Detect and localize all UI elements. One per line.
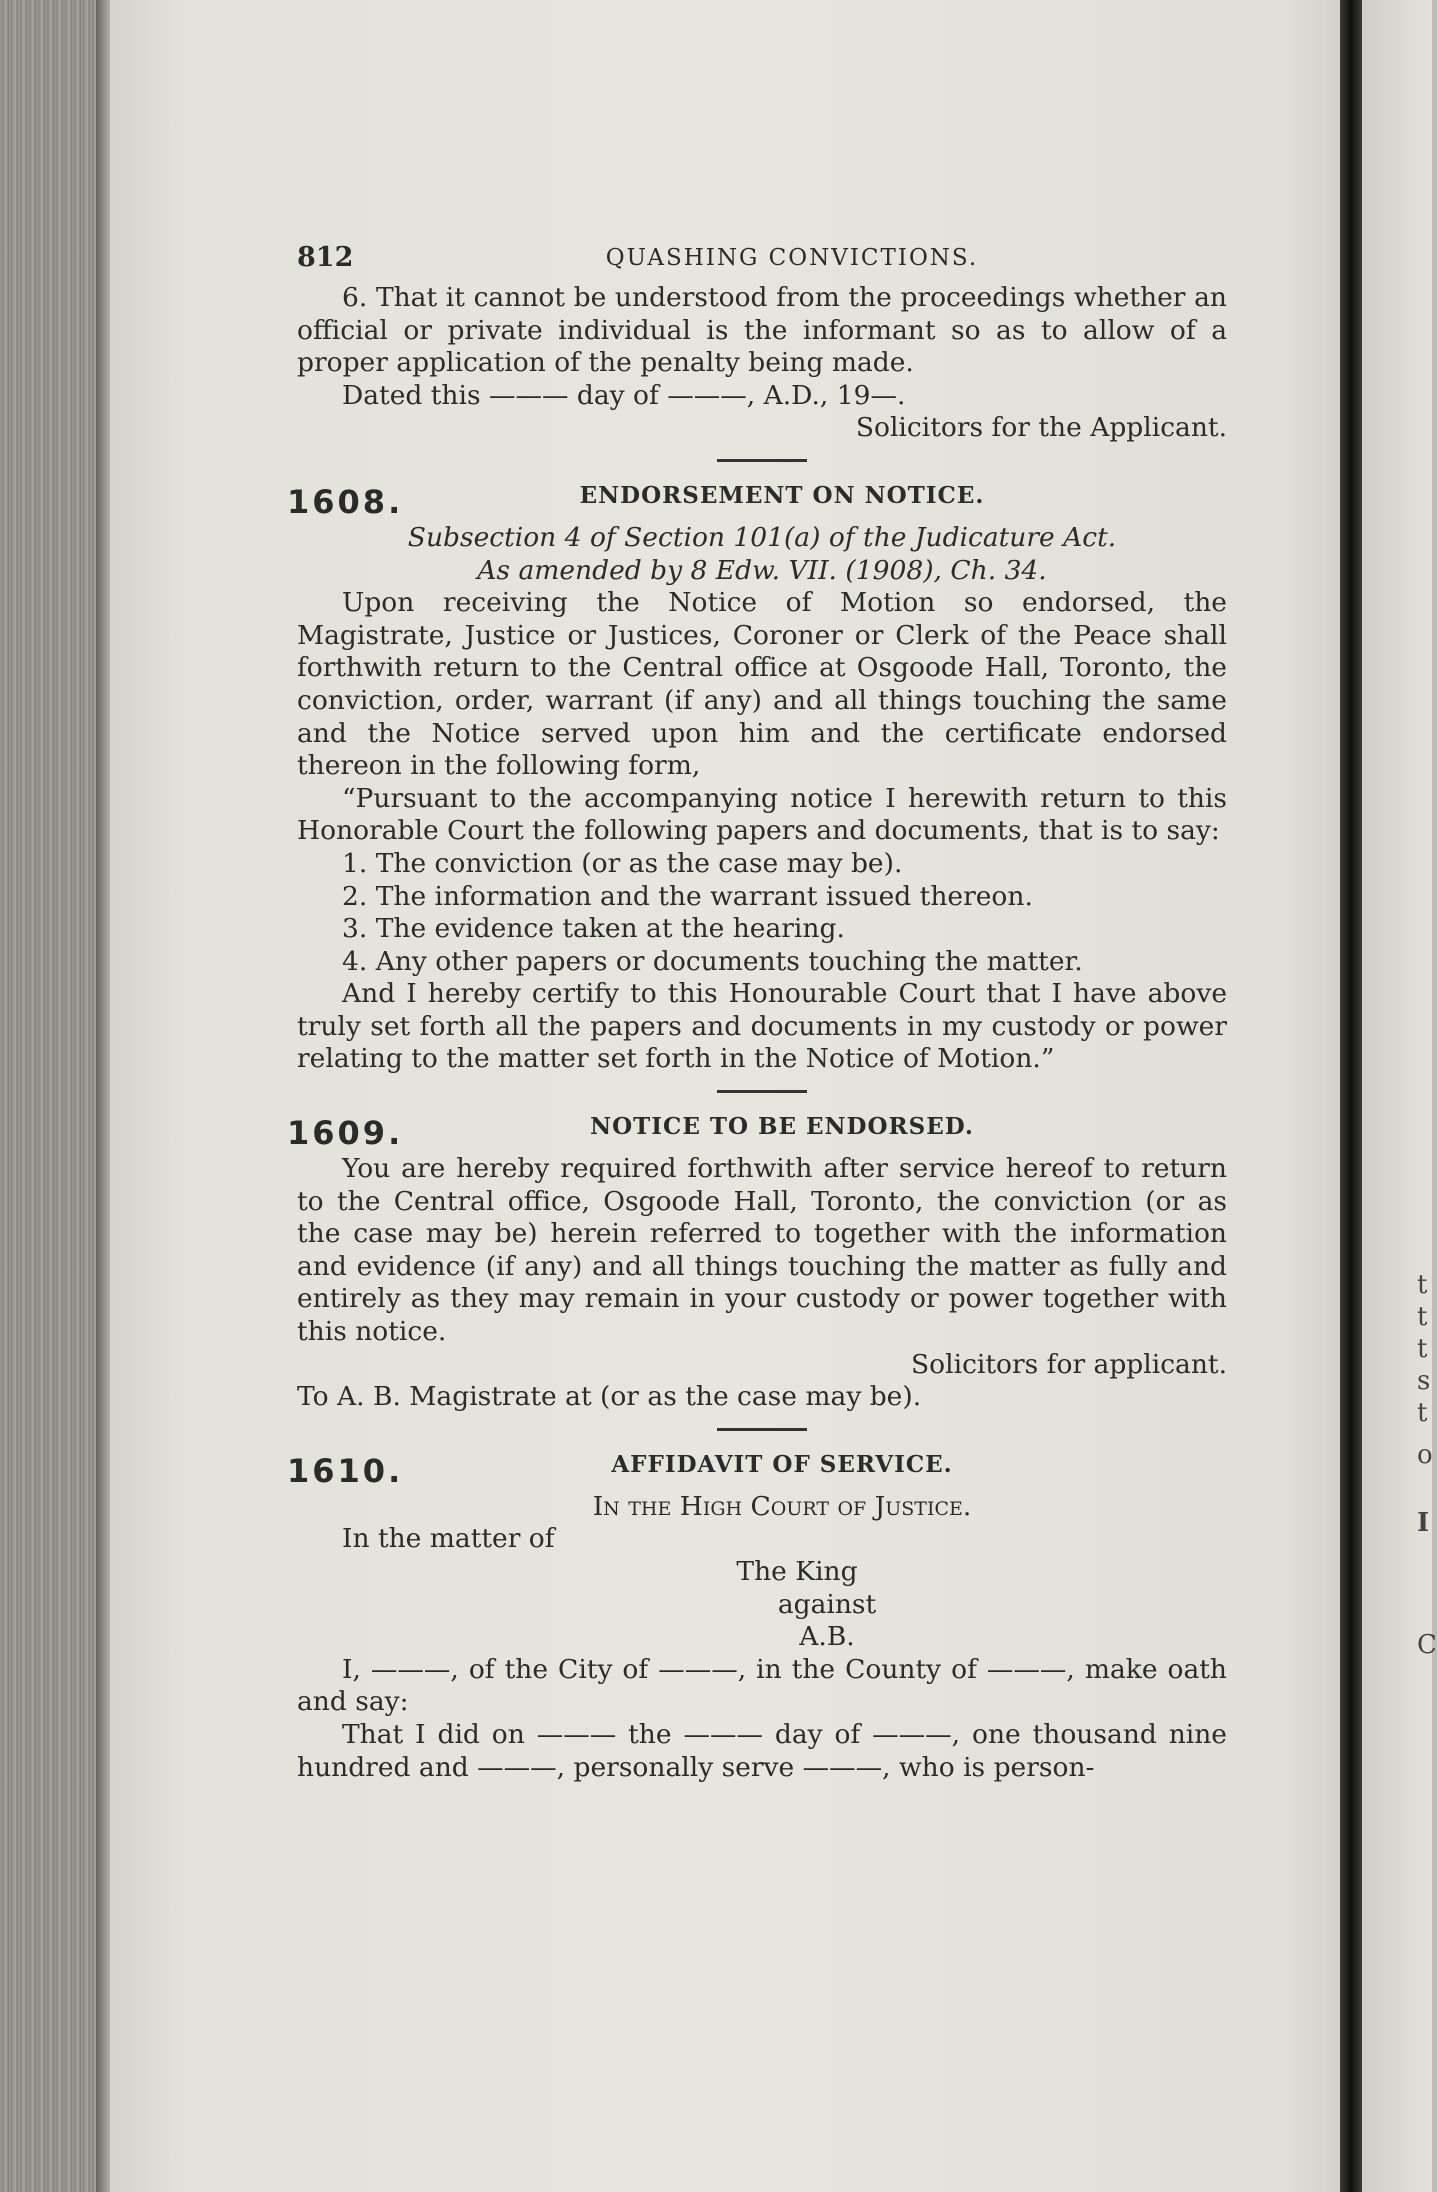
section-subtitle: Subsection 4 of Section 101(a) of the Judicature Act. bbox=[407, 521, 1117, 553]
page-content bbox=[287, 230, 1227, 1784]
list-item: 4. Any other papers or documents touching the matter. bbox=[342, 945, 1083, 977]
section-heading bbox=[287, 1111, 1227, 1153]
facing-page-char: t bbox=[1417, 1270, 1428, 1300]
body-paragraph: “Pursuant to the accompanying notice I herewith return to this Honorable Court the following papers and documents, that is to say: bbox=[297, 782, 1227, 847]
matter-of-line: In the matter of bbox=[342, 1523, 555, 1555]
running-title: QUASHING CONVICTIONS. bbox=[605, 245, 979, 271]
body-paragraph: And I hereby certify to this Honourable Court that I have above truly set forth all the papers and documents in my custody or power relating to the matter set forth in the Notice of Motion.” bbox=[297, 978, 1227, 1075]
section-divider bbox=[717, 459, 807, 462]
facing-page-char: I bbox=[1417, 1508, 1430, 1538]
section-number: 1608. bbox=[287, 482, 404, 521]
section-title: NOTICE TO BE ENDORSED. bbox=[590, 1113, 974, 1141]
facing-page-char: t bbox=[1417, 1334, 1428, 1364]
addressee-line: To A. B. Magistrate at (or as the case may be). bbox=[297, 1381, 922, 1413]
list-item: 3. The evidence taken at the hearing. bbox=[342, 913, 845, 945]
body-paragraph: You are hereby required forthwith after service hereof to return to the Central office, Osgoode Hall, Toronto, the conviction (or as the case may be) herein referred to together with the information and evidence (if any) and all things touching the matter as fully and entirely as they may remain in your custody or power together with this notice. bbox=[297, 1153, 1227, 1348]
section-divider bbox=[717, 1090, 807, 1093]
list-item: 2. The information and the warrant issued thereon. bbox=[342, 880, 1033, 912]
facing-page-char: t bbox=[1417, 1302, 1428, 1332]
section-title: AFFIDAVIT OF SERVICE. bbox=[611, 1450, 953, 1478]
versus-word: against bbox=[777, 1588, 877, 1620]
dated-line: Dated this ——— day of ———, A.D., 19—. bbox=[342, 379, 906, 411]
body-paragraph: Upon receiving the Notice of Motion so endorsed, the Magistrate, Justice or Justices, Coroner or Clerk of the Peace shall forthwith return to the Central office at Osgoode Hall, Toronto, the conviction, order, warrant (if any) and all things touching the same and the Notice served upon him and the certificate endorsed thereon in the following form, bbox=[297, 587, 1227, 782]
facing-page-char: C bbox=[1417, 1630, 1437, 1660]
section-title: ENDORSEMENT ON NOTICE. bbox=[579, 481, 985, 509]
applicant-signature: Solicitors for the Applicant. bbox=[855, 412, 1227, 444]
party-name: A.B. bbox=[799, 1621, 855, 1653]
facing-page-char: o bbox=[1417, 1440, 1433, 1470]
page-number: 812 bbox=[297, 242, 354, 273]
section-heading bbox=[287, 1449, 1227, 1491]
facing-page-char: s bbox=[1417, 1366, 1431, 1396]
book-page-edges bbox=[0, 0, 110, 2192]
section-subtitle: As amended by 8 Edw. VII. (1908), Ch. 34. bbox=[477, 554, 1047, 586]
party-name: The King bbox=[736, 1556, 858, 1587]
facing-page-char: t bbox=[1417, 1398, 1428, 1428]
facing-page-fragment bbox=[1362, 0, 1437, 2192]
section-heading bbox=[287, 480, 1227, 522]
section-divider bbox=[717, 1428, 807, 1431]
intro-paragraph-6: 6. That it cannot be understood from the proceedings whether an official or private individual is the informant so as to allow of a proper application of the penalty being made. bbox=[297, 282, 1227, 379]
section-number: 1609. bbox=[287, 1114, 404, 1153]
book-gutter bbox=[1340, 0, 1362, 2192]
list-item: 1. The conviction (or as the case may be). bbox=[342, 847, 903, 879]
applicant-signature: Solicitors for applicant. bbox=[911, 1348, 1227, 1380]
running-header bbox=[297, 242, 1227, 282]
body-paragraph: That I did on ——— the ——— day of ———, one thousand nine hundred and ———, personally serve ———, who is person- bbox=[297, 1718, 1227, 1783]
court-name: In the High Court of Justice. bbox=[592, 1490, 972, 1522]
body-paragraph: I, ———, of the City of ———, in the County of ———, make oath and say: bbox=[297, 1653, 1227, 1718]
section-number: 1610. bbox=[287, 1451, 404, 1490]
